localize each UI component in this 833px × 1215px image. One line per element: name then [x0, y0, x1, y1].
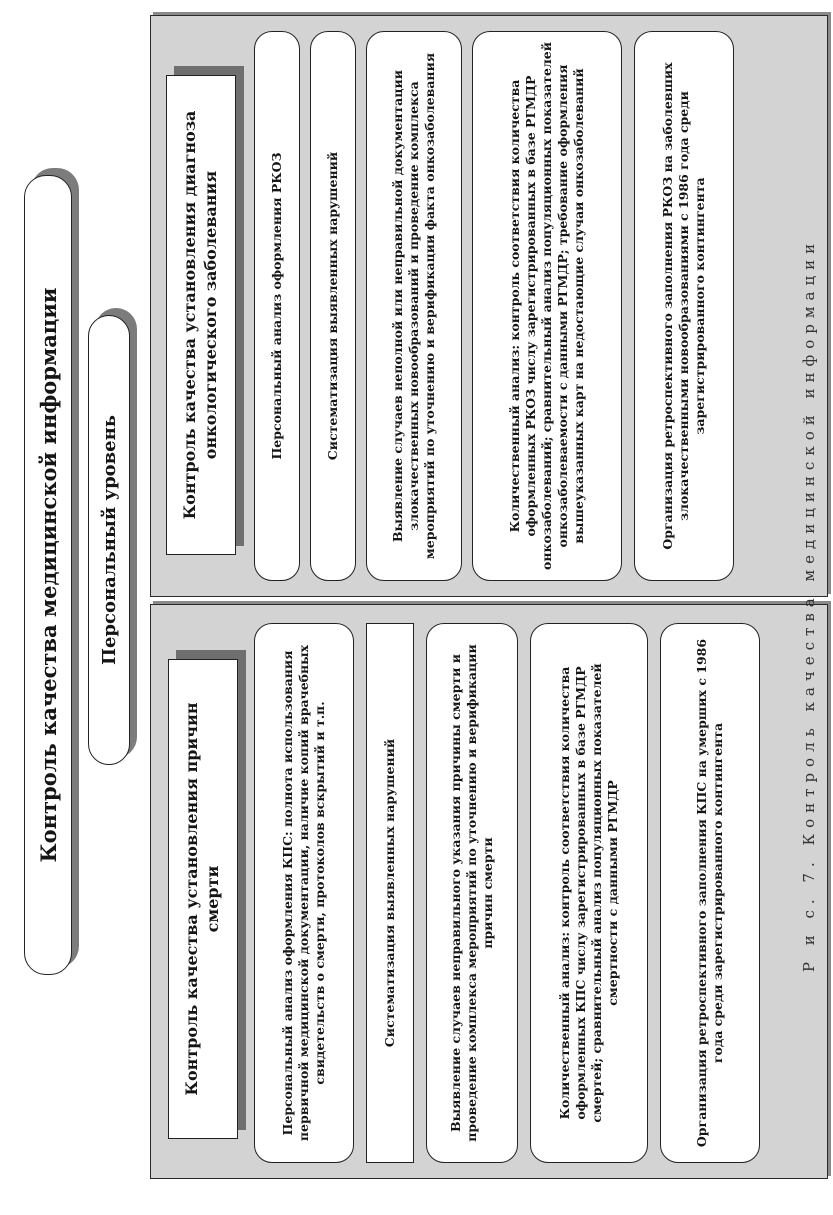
left-item-4: Количественный анализ: контроль соответствия количества оформленных КПС числу зарегистрированных в базе РГМДР смертей; сравнительный анализ популяционных показателей смертности с данными РГМДР — [530, 623, 648, 1163]
right-item-1: Персональный анализ оформления РКОЗ — [254, 31, 300, 581]
left-item-1: Персональный анализ оформления КПС: полнота использования первичной медицинской документации, наличие копий врачебных свидетельств о смерти, протоколов вскрытий и т.п. — [254, 623, 354, 1163]
level-label: Персональный уровень — [88, 315, 130, 765]
figure-caption: Р и с. 7. Контроль качества медицинской информации — [800, 237, 818, 973]
left-item-2: Систематизация выявленных нарушений — [366, 623, 414, 1163]
left-item-5: Организация ретроспективного заполнения КПС на умерших с 1986 года среди зарегистрированного контингента — [660, 623, 760, 1163]
right-column-header: Контроль качества установления диагноза онкологического заболевания — [166, 75, 236, 555]
right-item-3: Выявление случаев неполной или неправильной документации злокачественных новообразований и проведение комплекса мероприятий по уточнению и верификации факта онкозаболевания — [366, 31, 462, 581]
right-item-4: Количественный анализ: контроль соответствия количества оформленных РКОЗ числу зарегистрированных в базе РГМДР онкозаболеваний; сравнительный анализ популяционных показателей онкозаболеваемости с данными РГМДР; требование оформления вышеуказанных карт на недостающие случаи онкозаболеваний — [472, 31, 622, 581]
left-item-3: Выявление случаев неправильного указания причины смерти и проведение комплекса мероприятий по уточнению и верификации причин смерти — [426, 623, 518, 1163]
left-column-header: Контроль качества установления причин смерти — [168, 659, 238, 1139]
right-item-2: Систематизация выявленных нарушений — [310, 31, 356, 581]
right-item-5: Организация ретроспективного заполнения РКОЗ на заболевших злокачественными новообразованиями с 1986 года среди зарегистрированного контингента — [634, 31, 734, 581]
diagram-title: Контроль качества медицинской информации — [24, 175, 72, 975]
